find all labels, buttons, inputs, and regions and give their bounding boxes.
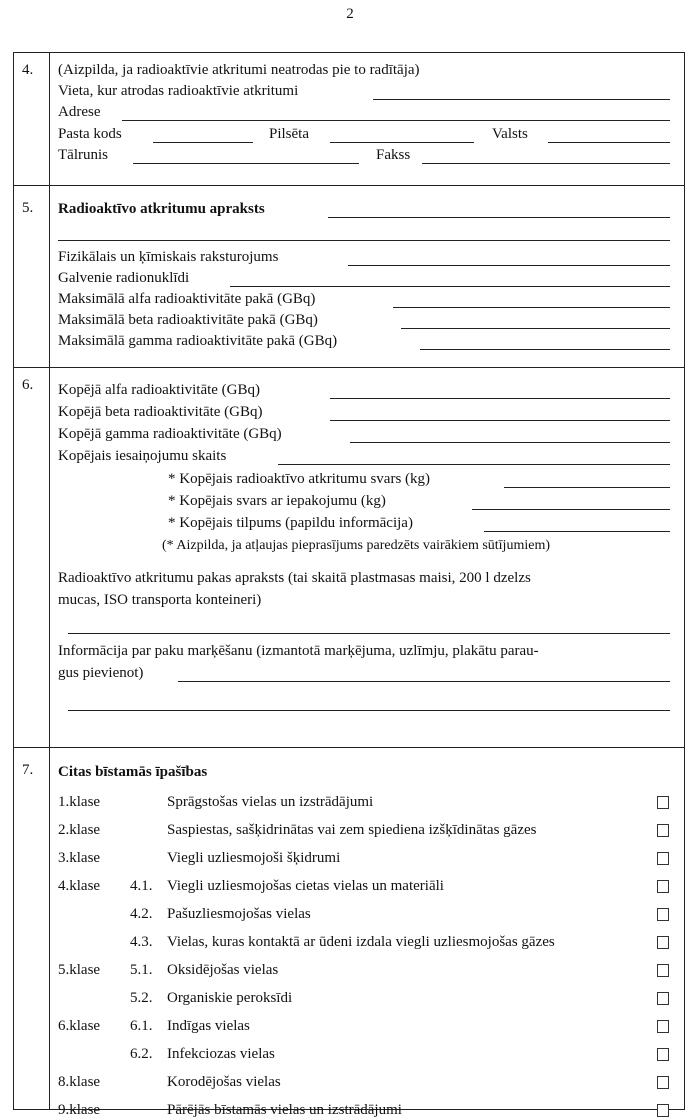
hazard-description: Sprāgstošas vielas un izstrādājumi (167, 794, 374, 810)
radionuclides-field[interactable] (230, 286, 670, 287)
address-field[interactable] (122, 120, 670, 121)
hazard-class-label: 9.klase (58, 1102, 101, 1118)
section-5-title: Radioaktīvo atkritumu apraksts (58, 201, 265, 217)
hazard-description: Vielas, kuras kontaktā ar ūdeni izdala viegli uzliesmojošas gāzes (167, 934, 555, 950)
package-desc-label: Radioaktīvo atkritumu pakas apraksts (tai skaitā plastmasas maisi, 200 l dzelzs (58, 570, 531, 586)
hazard-description: Korodējošas vielas (167, 1074, 281, 1090)
country-label: Valsts (492, 126, 528, 142)
package-count-label: Kopējais iesaiņojumu skaits (58, 448, 227, 464)
section-number: 6. (14, 368, 50, 747)
max-alpha-field[interactable] (393, 307, 670, 308)
hazard-description: Infekciozas vielas (167, 1046, 275, 1062)
hazard-checkbox[interactable] (657, 1020, 669, 1033)
total-beta-field[interactable] (330, 420, 670, 421)
hazard-description: Viegli uzliesmojoši šķidrumi (167, 850, 341, 866)
max-alpha-label: Maksimālā alfa radioaktivitāte pakā (GBq) (58, 291, 316, 307)
marking-field-2[interactable] (68, 710, 670, 711)
page-number: 2 (346, 6, 354, 22)
total-gamma-label: Kopējā gamma radioaktivitāte (GBq) (58, 426, 282, 442)
section-7-title: Citas bīstamās īpašības (58, 764, 208, 780)
section-7 (14, 748, 684, 1118)
package-count-field[interactable] (278, 464, 670, 465)
package-desc-field[interactable] (68, 633, 670, 634)
section-number: 5. (14, 186, 50, 367)
hazard-checkbox[interactable] (657, 936, 669, 949)
hazard-description: Oksidējošas vielas (167, 962, 279, 978)
total-alpha-label: Kopējā alfa radioaktivitāte (GBq) (58, 382, 261, 398)
hazard-checkbox[interactable] (657, 992, 669, 1005)
postcode-field[interactable] (153, 142, 253, 143)
physchem-field[interactable] (348, 265, 670, 266)
city-field[interactable] (330, 142, 474, 143)
hazard-class-label: 2.klase (58, 822, 101, 838)
hazard-checkbox[interactable] (657, 852, 669, 865)
gross-weight-label: * Kopējais svars ar iepakojumu (kg) (168, 493, 386, 509)
radionuclides-label: Galvenie radionuklīdi (58, 270, 190, 286)
hazard-checkbox[interactable] (657, 880, 669, 893)
hazard-class-label: 5.klase (58, 962, 101, 978)
max-beta-label: Maksimālā beta radioaktivitāte pakā (GBq) (58, 312, 318, 328)
waste-weight-field[interactable] (504, 487, 670, 488)
max-gamma-label: Maksimālā gamma radioaktivitāte pakā (GBq) (58, 333, 338, 349)
hazard-subclass-label: 6.1. (130, 1018, 153, 1034)
marking-label: Informācija par paku marķēšanu (izmantotā marķējuma, uzlīmju, plakātu parau- (58, 643, 539, 659)
hazard-checkbox[interactable] (657, 824, 669, 837)
description-field-2[interactable] (58, 240, 670, 241)
hazard-class-label: 3.klase (58, 850, 101, 866)
section-4 (14, 53, 684, 186)
marking-field[interactable] (178, 681, 670, 682)
hazard-description: Viegli uzliesmojošas cietas vielas un materiāli (167, 878, 444, 894)
hazard-checkbox[interactable] (657, 964, 669, 977)
hazard-class-label: 4.klase (58, 878, 101, 894)
section-5 (14, 186, 684, 368)
hazard-subclass-label: 6.2. (130, 1046, 153, 1062)
section-number: 7. (14, 748, 50, 1109)
hazard-class-label: 8.klase (58, 1074, 101, 1090)
location-field[interactable] (373, 99, 670, 100)
hazard-class-label: 6.klase (58, 1018, 101, 1034)
hazard-description: Organiskie peroksīdi (167, 990, 293, 1006)
city-label: Pilsēta (269, 126, 309, 142)
max-beta-field[interactable] (401, 328, 670, 329)
hazard-description: Pašuzliesmojošas vielas (167, 906, 311, 922)
hazard-checkbox[interactable] (657, 1104, 669, 1117)
section-4-note: (Aizpilda, ja radioaktīvie atkritumi neatrodas pie to radītāja) (58, 62, 420, 78)
hazard-subclass-label: 5.1. (130, 962, 153, 978)
package-desc-label-2: mucas, ISO transporta konteineri) (58, 592, 262, 608)
hazard-description: Saspiestas, sašķidrinātas vai zem spiediena izšķīdinātas gāzes (167, 822, 537, 838)
total-alpha-field[interactable] (330, 398, 670, 399)
section-number: 4. (14, 53, 50, 185)
hazard-description: Indīgas vielas (167, 1018, 250, 1034)
hazard-class-label: 1.klase (58, 794, 101, 810)
phone-label: Tālrunis (58, 147, 108, 163)
hazard-subclass-label: 5.2. (130, 990, 153, 1006)
hazard-checkbox[interactable] (657, 1076, 669, 1089)
total-beta-label: Kopējā beta radioaktivitāte (GBq) (58, 404, 263, 420)
hazard-checkbox[interactable] (657, 1048, 669, 1061)
fax-label: Fakss (376, 147, 411, 163)
volume-label: * Kopējais tilpums (papildu informācija) (168, 515, 413, 531)
marking-label-2: gus pievienot) (58, 665, 144, 681)
gross-weight-field[interactable] (472, 509, 670, 510)
fax-field[interactable] (422, 163, 670, 164)
hazard-subclass-label: 4.1. (130, 878, 153, 894)
hazard-checkbox[interactable] (657, 908, 669, 921)
postcode-label: Pasta kods (58, 126, 122, 142)
footnote: (* Aizpilda, ja atļaujas pieprasījums paredzēts vairākiem sūtījumiem) (162, 538, 550, 553)
form-table (13, 52, 685, 1118)
hazard-subclass-label: 4.2. (130, 906, 153, 922)
max-gamma-field[interactable] (420, 349, 670, 350)
section-6 (14, 368, 684, 748)
location-label: Vieta, kur atrodas radioaktīvie atkritumi (58, 83, 299, 99)
address-label: Adrese (58, 104, 101, 120)
description-field[interactable] (328, 217, 670, 218)
hazard-subclass-label: 4.3. (130, 934, 153, 950)
country-field[interactable] (548, 142, 670, 143)
total-gamma-field[interactable] (350, 442, 670, 443)
phone-field[interactable] (133, 163, 359, 164)
hazard-checkbox[interactable] (657, 796, 669, 809)
volume-field[interactable] (484, 531, 670, 532)
hazard-description: Pārējās bīstamās vielas un izstrādājumi (167, 1102, 402, 1118)
waste-weight-label: * Kopējais radioaktīvo atkritumu svars (kg) (168, 471, 431, 487)
physchem-label: Fizikālais un ķīmiskais raksturojums (58, 249, 279, 265)
